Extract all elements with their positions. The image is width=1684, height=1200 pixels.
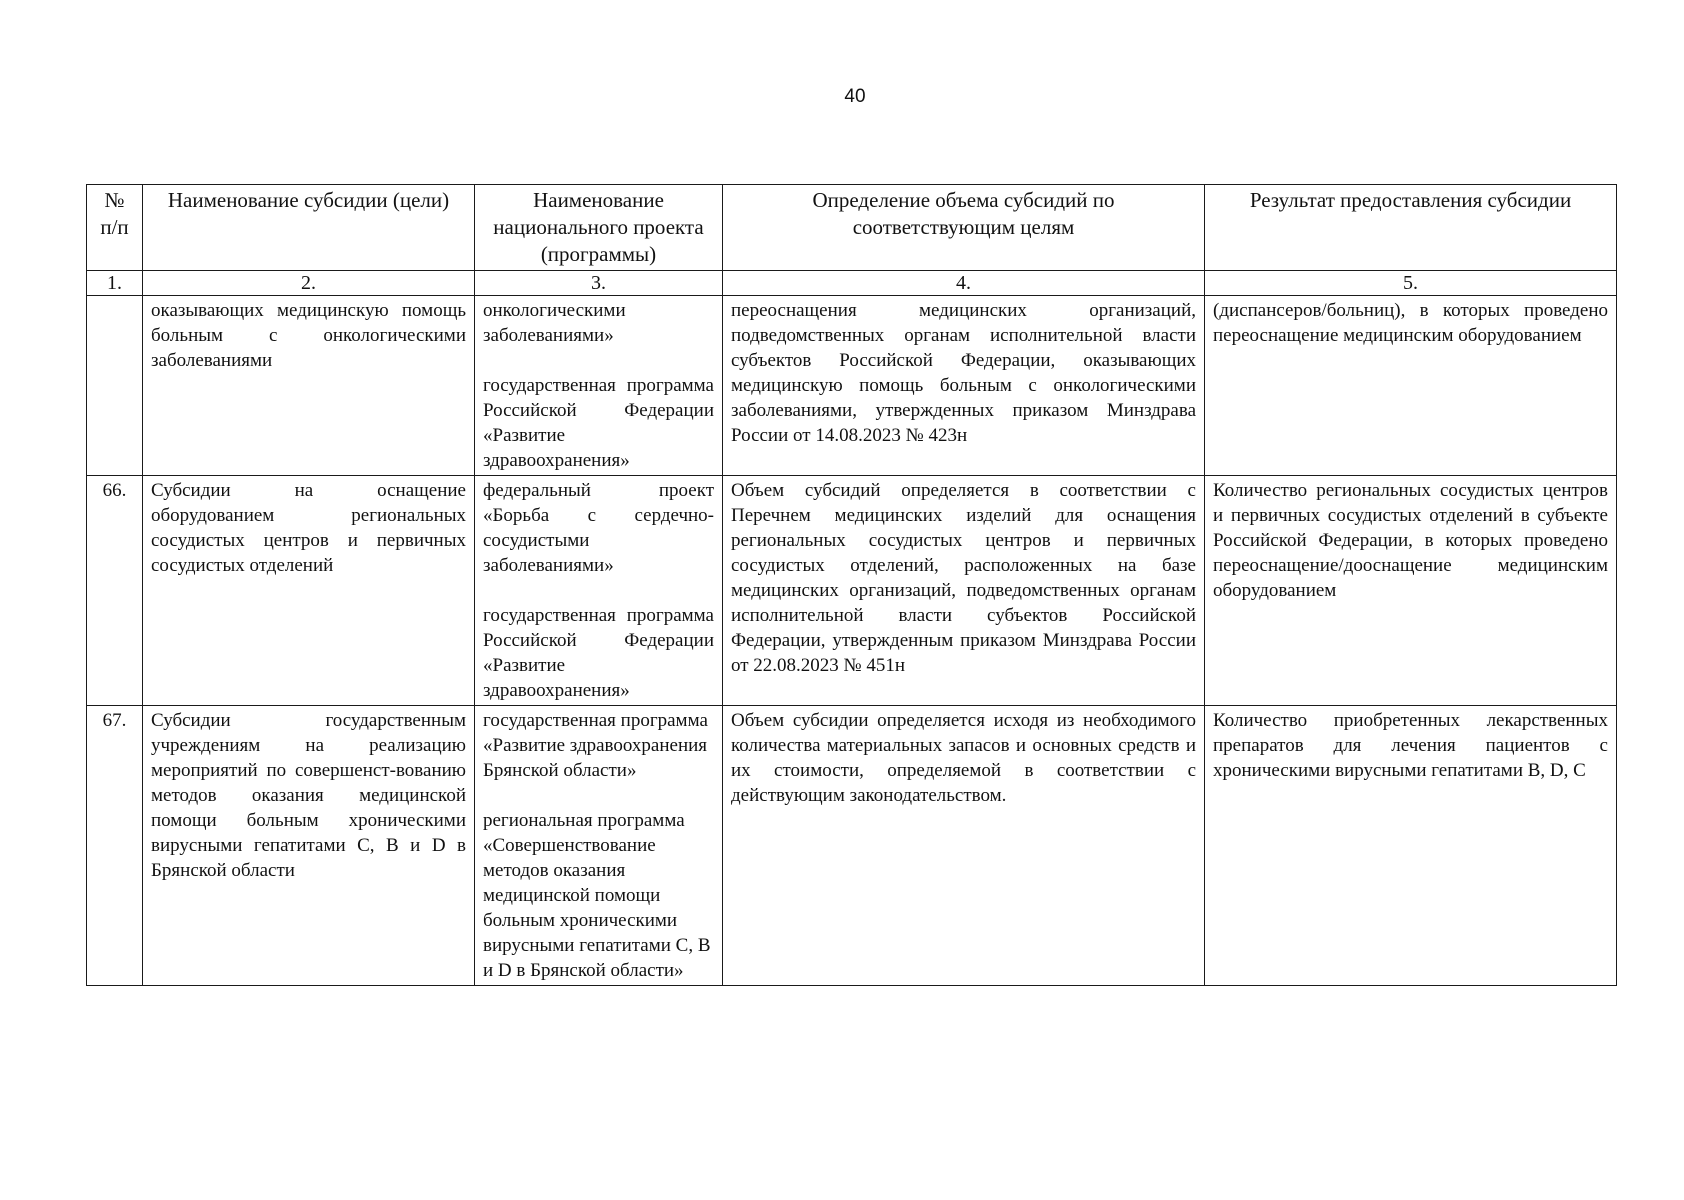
header-num: № п/п: [87, 185, 143, 271]
project-paragraph: федеральный проект «Борьба с сердечно-сосудистыми заболеваниями»: [483, 480, 714, 576]
page-number: 40: [844, 86, 866, 107]
header-name: Наименование субсидии (цели): [143, 185, 475, 271]
paragraph-gap: [483, 578, 714, 603]
subsidies-table: [86, 184, 1617, 986]
table-row: [87, 476, 1617, 706]
subsidy-name: Субсидии на оснащение оборудованием региональных сосудистых центров и первичных сосудистых отделений: [143, 476, 475, 706]
subsidy-name: оказывающих медицинскую помощь больным с онкологическими заболеваниями: [143, 296, 475, 476]
column-number: 1.: [87, 271, 143, 296]
row-number: 66.: [87, 476, 143, 706]
subsidy-result: (диспансеров/больниц), в которых проведено переоснащение медицинским оборудованием: [1205, 296, 1617, 476]
table-row: [87, 706, 1617, 986]
project-name: [475, 296, 723, 476]
volume-definition: переоснащения медицинских организаций, подведомственных органам исполнительной власти субъектов Российской Федерации, оказывающих медицинскую помощь больным с онкологическими заболеваниями, утвержденных приказом Минздрава России от 14.08.2023 № 423н: [723, 296, 1205, 476]
table-header-row: [87, 185, 1617, 271]
column-number: 4.: [723, 271, 1205, 296]
column-number: 5.: [1205, 271, 1617, 296]
header-volume: Определение объема субсидий по соответствующим целям: [723, 185, 1205, 271]
paragraph-gap: [483, 348, 714, 373]
row-number: 67.: [87, 706, 143, 986]
project-paragraph: государственная программа Российской Федерации «Развитие здравоохранения»: [483, 375, 714, 471]
subsidy-name: Субсидии государственным учреждениям на реализацию мероприятий по совершенст-вованию методов оказания медицинской помощи больным хроническими вирусными гепатитами C, B и D в Брянской области: [143, 706, 475, 986]
table-row: [87, 296, 1617, 476]
header-project: Наименование национального проекта (программы): [475, 185, 723, 271]
column-number-row: [87, 271, 1617, 296]
header-result: Результат предоставления субсидии: [1205, 185, 1617, 271]
subsidy-result: Количество региональных сосудистых центров и первичных сосудистых отделений в субъекте Российской Федерации, в которых проведено переоснащение/дооснащение медицинским оборудованием: [1205, 476, 1617, 706]
project-name: [475, 706, 723, 986]
column-number: 3.: [475, 271, 723, 296]
project-paragraph: государственная программа Российской Федерации «Развитие здравоохранения»: [483, 605, 714, 701]
row-number: [87, 296, 143, 476]
project-name: [475, 476, 723, 706]
project-paragraph: региональная программа «Совершенствование методов оказания медицинской помощи больным хроническими вирусными гепатитами C, B и D в Брянской области»: [483, 810, 711, 981]
project-paragraph: государственная программа «Развитие здравоохранения Брянской области»: [483, 710, 708, 781]
project-paragraph: онкологическими заболеваниями»: [483, 300, 626, 346]
subsidy-result: Количество приобретенных лекарственных препаратов для лечения пациентов с хроническими вирусными гепатитами B, D, C: [1205, 706, 1617, 986]
volume-definition: Объем субсидий определяется в соответствии с Перечнем медицинских изделий для оснащения региональных сосудистых центров и первичных сосудистых отделений, расположенных на базе медицинских организаций, подведомственных органам исполнительной власти субъектов Российской Федерации, утвержденным приказом Минздрава России от 22.08.2023 № 451н: [723, 476, 1205, 706]
paragraph-gap: [483, 783, 714, 808]
column-number: 2.: [143, 271, 475, 296]
volume-definition: Объем субсидии определяется исходя из необходимого количества материальных запасов и основных средств и их стоимости, определяемой в соответствии с действующим законодательством.: [723, 706, 1205, 986]
